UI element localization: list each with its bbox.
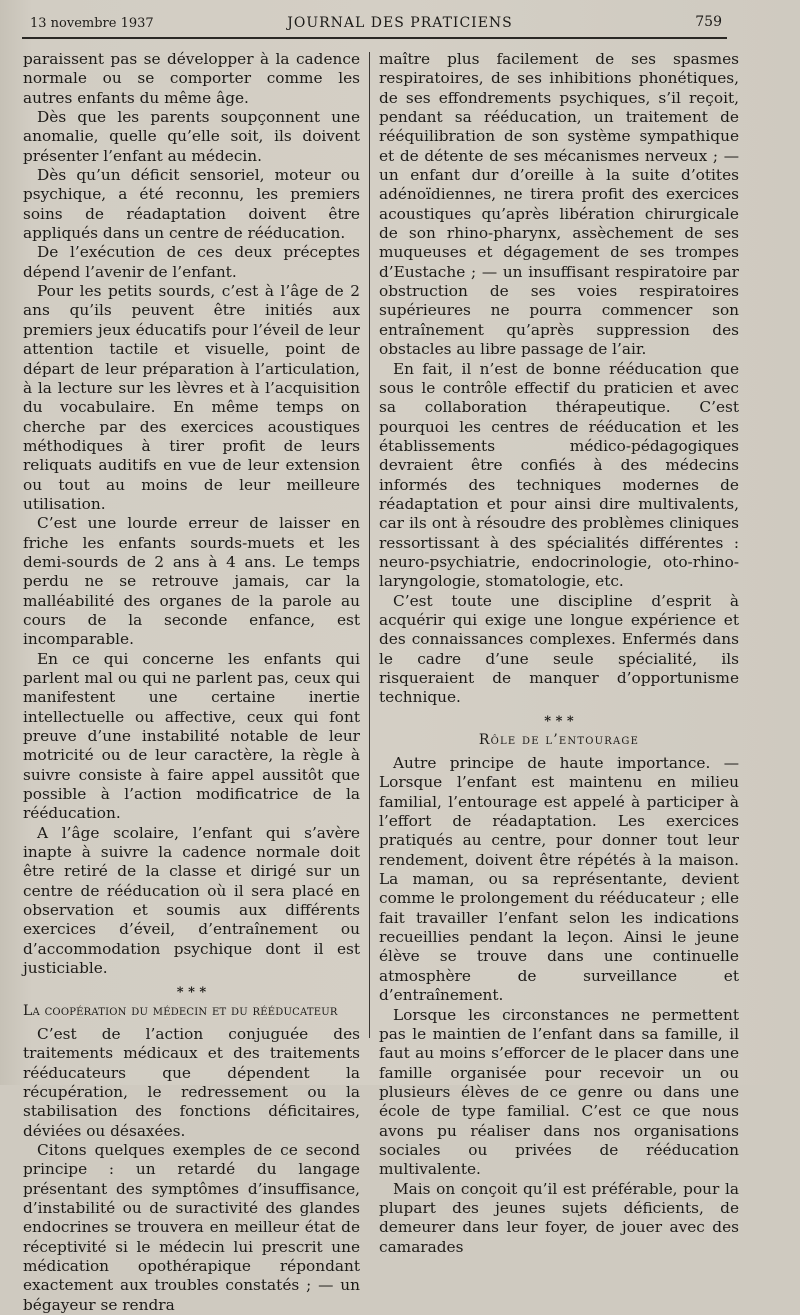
- page-header: [0, 12, 800, 38]
- paragraph: C’est toute une discipline d’esprit à acquérir qui exige une longue expérience et des connaissances complexes. Enfermés dans le cadre d’une seule spécialité, ils risqueraient de manquer d’opportunisme technique.: [379, 591, 739, 707]
- paragraph: En ce qui concerne les enfants qui parlent mal ou qui ne parlent pas, ceux qui manifestent une certaine inertie intellectuelle ou affective, ceux qui font preuve d’une instabilité notable de leur motricité ou de leur caractère, la règle à suivre consiste à faire appel aussitôt que possible à l’action modificatrice de la rééducation.: [23, 649, 360, 823]
- left-column: [23, 50, 360, 1315]
- header-rule: [22, 37, 727, 39]
- paragraph: Mais on conçoit qu’il est préférable, pour la plupart des jeunes sujets déficients, de demeurer dans leur foyer, de jouer avec des camarades: [379, 1179, 739, 1256]
- column-divider: [369, 52, 370, 1038]
- paragraph: De l’exécution de ces deux préceptes dépend l’avenir de l’enfant.: [23, 243, 360, 281]
- section-separator: * * *: [176, 984, 207, 1000]
- paragraph: Dès que les parents soupçonnent une anomalie, quelle qu’elle soit, ils doivent présenter l’enfant au médecin.: [23, 108, 360, 165]
- issue-date: 13 novembre 1937: [30, 16, 154, 31]
- paragraph: maître plus facilement de ses spasmes respiratoires, de ses inhibitions phonétiques, de ses effondrements psychiques, s’il reçoit, pendant sa rééducation, un traitement de rééquilibration de son système sympathique et de détente de ses mécanismes nerveux ; — un enfant dur d’oreille à la suite d’otites adénoïdiennes, ne tirera profit des exercices acoustiques qu’après libération chirurgicale de son rhino-pharynx, assèchement de ses muqueuses et dégagement de ses trompes d’Eustache ; — un insuffisant respiratoire par obstruction de ses voies respiratoires supérieures ne pourra commencer son entraînement qu’après suppression des obstacles au libre passage de l’air.: [379, 50, 739, 359]
- paragraph: Pour les petits sourds, c’est à l’âge de 2 ans qu’ils peuvent être initiés aux premiers jeux éducatifs pour l’éveil de leur attention tactile et visuelle, point de départ de leur préparation à l’articulation, à la lecture sur les lèvres et à l’acquisition du vocabulaire. En même temps on cherche par des exercices acoustiques méthodiques à tirer profit de leurs reliquats auditifs en vue de leur extension ou tout au moins de leur meilleure utilisation.: [23, 282, 360, 513]
- journal-title: JOURNAL DES PRATICIENS: [287, 15, 513, 31]
- paragraph: C’est de l’action conjuguée des traitements médicaux et des traitements rééducateurs que dépendent la récupération, le redressement ou la stabilisation des fonctions déficitaires, déviées ou désaxées.: [23, 1024, 360, 1140]
- paragraph: A l’âge scolaire, l’enfant qui s’avère inapte à suivre la cadence normale doit être retiré de la classe et dirigé sur un centre de rééducation où il sera placé en observation et soumis aux différents exercices d’éveil, d’entraînement ou d’accommodation psychique dont il est justiciable.: [23, 823, 360, 978]
- paragraph: paraissent pas se développer à la cadence normale ou se comporter comme les autres enfants du même âge.: [23, 50, 360, 107]
- paragraph: C’est une lourde erreur de laisser en friche les enfants sourds-muets et les demi-sourds de 2 ans à 4 ans. Le temps perdu ne se retrouve jamais, car la malléabilité des organes de la parole au cours de la seconde enfance, est incomparable.: [23, 514, 360, 649]
- paragraph: Citons quelques exemples de ce second principe : un retardé du langage présentant des symptômes d’insuffisance, d’instabilité ou de suractivité des glandes endocrines se trouvera en meilleur état de réceptivité si le médecin lui prescrit une médication opothérapique répondant exactement aux troubles constatés ; — un bégayeur se rendra: [23, 1140, 360, 1314]
- right-column: [379, 50, 739, 1257]
- section-heading: Rôle de l’entourage: [478, 731, 640, 748]
- paragraph: Autre principe de haute importance. — Lorsque l’enfant est maintenu en milieu familial, l’entourage est appelé à participer à l’effort de réadaptation. Les exercices pratiqués au centre, pour donner tout leur rendement, doivent être répétés à la maison. La maman, ou sa représentante, devient comme le prolongement du rééducateur ; elle fait travailler l’enfant selon les indications recueillies pendant la leçon. Ainsi le jeune élève se trouve dans une continuelle atmosphère de surveillance et d’entraînement.: [379, 754, 739, 1005]
- paragraph: En fait, il n’est de bonne rééducation que sous le contrôle effectif du praticien et avec sa collaboration thérapeutique. C’est pourquoi les centres de rééducation et les établissements médico-pédagogiques devraient être confiés à des médecins informés des techniques modernes de réadaptation et pour ainsi dire multivalents, car ils ont à résoudre des problèmes cliniques ressortissant à des spécialités différentes : neuro-psychiatrie, endocrinologie, oto-rhino-laryngologie, stomatologie, etc.: [379, 359, 739, 591]
- section-heading: La coopération du médecin et du rééducateur: [23, 1002, 338, 1019]
- paragraph: Lorsque les circonstances ne permettent pas le maintien de l’enfant dans sa famille, il faut au moins s’efforcer de le placer dans une famille organisée pour recevoir un ou plusieurs élèves de ce genre ou dans une école de type familial. C’est ce que nous avons pu réaliser dans nos organisations sociales ou privées de rééducation multivalente.: [379, 1005, 739, 1179]
- page-number: 759: [695, 14, 722, 30]
- paragraph: Dès qu’un déficit sensoriel, moteur ou psychique, a été reconnu, les premiers soins de réadaptation doivent être appliqués dans un centre de rééducation.: [23, 166, 360, 243]
- section-separator: * * *: [544, 713, 574, 729]
